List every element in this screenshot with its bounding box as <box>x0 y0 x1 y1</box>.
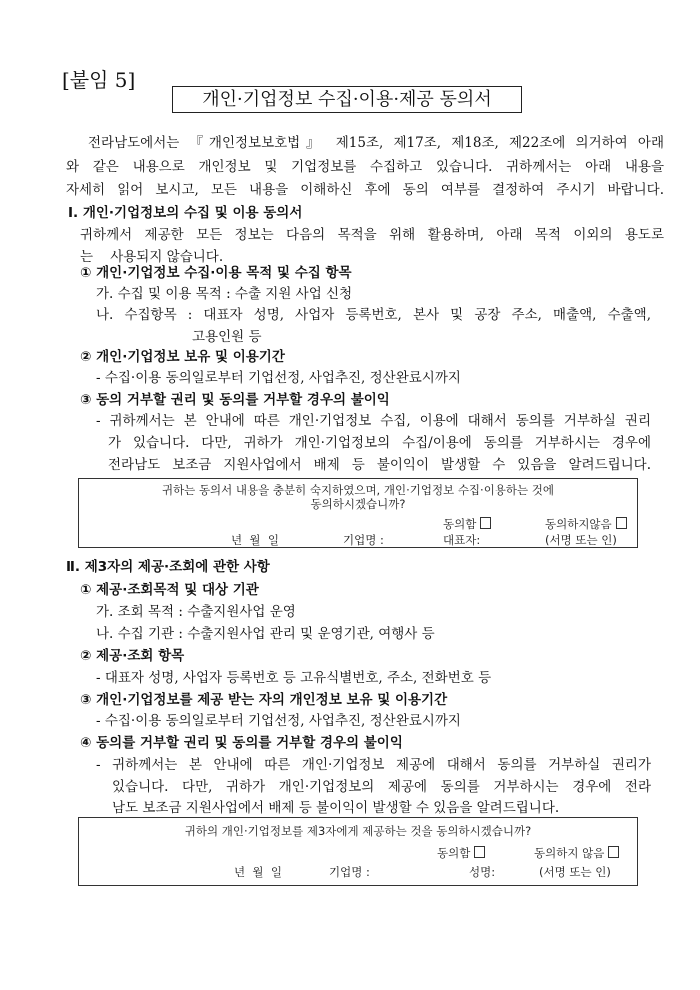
item-text: 고용인원 등 <box>192 329 262 345</box>
item-text: - 대표자 성명, 사업자 등록번호 등 고유식별번호, 주소, 전화번호 등 <box>96 670 492 686</box>
consent-question <box>79 483 637 511</box>
item-heading: ④ 동의를 거부할 권리 및 동의를 거부할 경우의 불이익 <box>80 735 403 751</box>
company-field[interactable]: 기업명 : <box>343 533 384 547</box>
item-text: - 수집·이용 동의일로부터 기업선정, 사업추진, 정산완료시까지 <box>96 370 461 386</box>
item-text: 가. 수집 및 이용 목적 : 수출 지원 사업 신청 <box>96 286 353 302</box>
question-line: 귀하는 동의서 내용을 충분히 숙지하였으며, 개인·기업정보 수집·이용하는 것에 <box>161 483 555 497</box>
item-heading: ① 개인·기업정보 수집·이용 목적 및 수집 항목 <box>80 265 352 281</box>
disagree-label: 동의하지 않음 <box>534 846 605 860</box>
section-1-heading: Ⅰ. 개인·기업정보의 수집 및 이용 동의서 <box>68 205 303 221</box>
item-heading: ③ 동의 거부할 권리 및 동의를 거부할 경우의 불이익 <box>80 392 390 408</box>
disagree-label: 동의하지않음 <box>545 517 612 531</box>
disagree-checkbox[interactable] <box>608 846 619 858</box>
date-field[interactable]: 년 월 일 <box>231 533 279 547</box>
disagree-option[interactable] <box>534 845 619 861</box>
agree-option[interactable] <box>443 516 491 532</box>
consent-question: 귀하의 개인·기업정보를 제3자에게 제공하는 것을 동의하시겠습니까? <box>184 824 532 838</box>
company-field[interactable]: 기업명 : <box>329 865 370 879</box>
document-title: 개인·기업정보 수집·이용·제공 동의서 <box>172 86 522 113</box>
agree-checkbox[interactable] <box>480 517 491 529</box>
agree-option[interactable] <box>437 845 485 861</box>
item-text: 가 있습니다. 다만, 귀하가 개인·기업정보의 수집/이용에 동의를 거부하시는 경우에 <box>108 435 651 451</box>
disagree-checkbox[interactable] <box>616 517 627 529</box>
name-field[interactable]: 성명: <box>469 865 496 879</box>
item-heading: ① 제공·조회목적 및 대상 기관 <box>80 582 259 598</box>
item-text: 가. 조회 목적 : 수출지원사업 운영 <box>96 604 296 620</box>
date-field[interactable]: 년 월 일 <box>234 865 282 879</box>
consent-box-collection <box>78 478 638 548</box>
item-heading: ③ 개인·기업정보를 제공 받는 자의 개인정보 보유 및 이용기간 <box>80 692 448 708</box>
signature-field[interactable]: (서명 또는 인) <box>545 533 617 547</box>
agree-checkbox[interactable] <box>474 846 485 858</box>
item-text: - 수집·이용 동의일로부터 기업선정, 사업추진, 정산완료시까지 <box>96 713 461 729</box>
item-text: - 귀하께서는 본 안내에 따른 개인·기업정보 제공에 대해서 동의를 거부하실 권리가 <box>96 757 651 773</box>
question-line: 동의하시겠습니까? <box>310 497 406 511</box>
section-1-desc: 귀하께서 제공한 모든 정보는 다음의 목적을 위해 활용하며, 아래 목적 이외의 용도로 <box>80 227 664 243</box>
attachment-label: [붙임 5] <box>62 68 136 92</box>
signature-field[interactable]: (서명 또는 인) <box>539 865 611 879</box>
item-text: 나. 수집항목 : 대표자 성명, 사업자 등록번호, 본사 및 공장 주소, 매출액, 수출액, <box>96 307 651 323</box>
representative-field[interactable]: 대표자: <box>443 533 481 547</box>
consent-box-third-party <box>78 817 638 886</box>
disagree-option[interactable] <box>545 516 627 532</box>
item-text: 전라남도 보조금 지원사업에서 배제 등 불이익이 발생할 수 있음을 알려드립니다. <box>108 457 651 473</box>
agree-label: 동의함 <box>437 846 471 860</box>
intro-line: 와 같은 내용으로 개인정보 및 기업정보를 수집하고 있습니다. 귀하께서는 아래 내용을 <box>66 159 664 175</box>
section-1-desc: 는 사용되지 않습니다. <box>80 249 224 265</box>
agree-label: 동의함 <box>443 517 477 531</box>
item-text: 남도 보조금 지원사업에서 배제 등 불이익이 발생할 수 있음을 알려드립니다. <box>112 800 560 816</box>
item-heading: ② 제공·조회 항목 <box>80 648 185 664</box>
intro-line: 자세히 읽어 보시고, 모든 내용을 이해하신 후에 동의 여부를 결정하여 주시기 바랍니다. <box>66 182 664 198</box>
item-heading: ② 개인·기업정보 보유 및 이용기간 <box>80 349 285 365</box>
item-text: 있습니다. 다만, 귀하가 개인·기업정보의 제공에 동의를 거부하시는 경우에 전라 <box>112 779 651 795</box>
intro-line: 전라남도에서는 『개인정보보호법』 제15조, 제17조, 제18조, 제22조에 의거하여 아래 <box>88 135 664 151</box>
item-text: 나. 수집 기관 : 수출지원사업 관리 및 운영기관, 여행사 등 <box>96 626 435 642</box>
section-2-heading: Ⅱ. 제3자의 제공·조회에 관한 사항 <box>66 559 270 575</box>
item-text: - 귀하께서는 본 안내에 따른 개인·기업정보 수집, 이용에 대해서 동의를 거부하실 권리 <box>96 413 651 429</box>
